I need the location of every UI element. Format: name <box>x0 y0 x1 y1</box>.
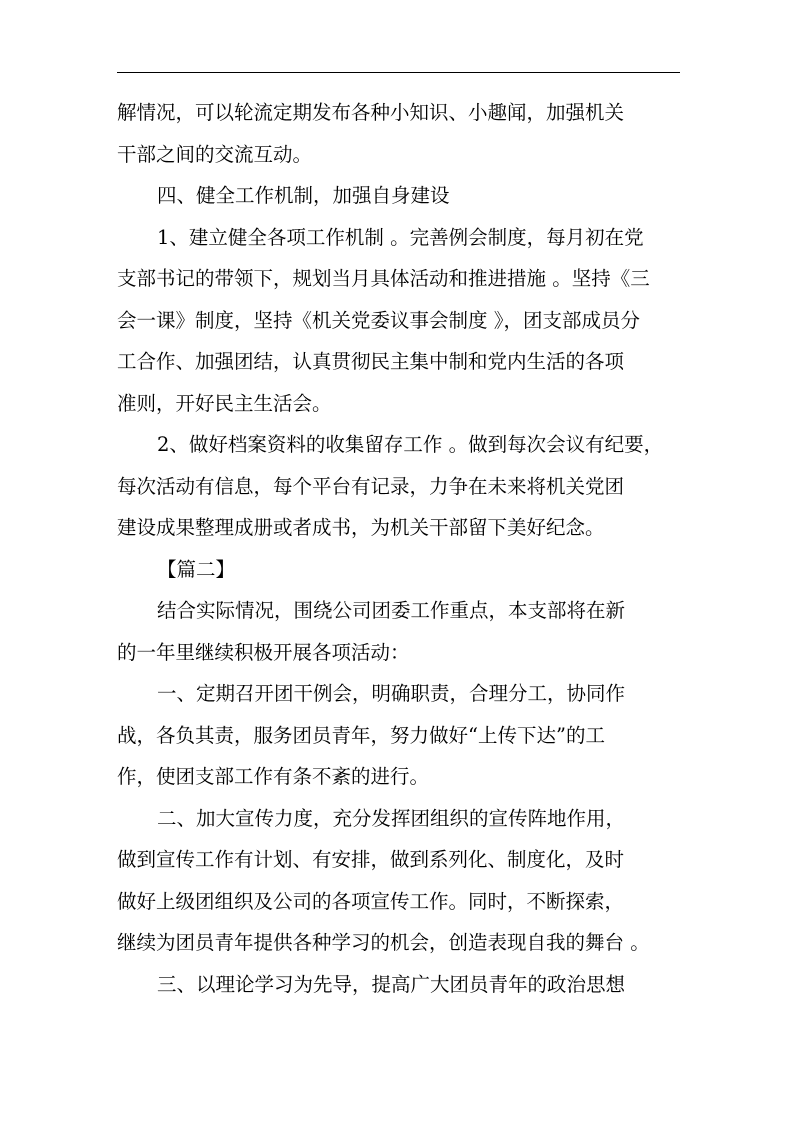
text-line: 一、定期召开团干例会，明确职责，合理分工，协同作 <box>157 682 626 705</box>
text-line: 解情况，可以轮流定期发布各种小知识、小趣闻，加强机关 <box>117 101 625 124</box>
section-heading: 四、健全工作机制，加强自身建设 <box>157 184 450 207</box>
header-rule <box>117 72 680 73</box>
text-line: 作，使团支部工作有条不紊的进行。 <box>117 765 430 788</box>
text-line: 建设成果整理成册或者成书，为机关干部留下美好纪念。 <box>117 516 605 539</box>
text-line: 结合实际情况，围绕公司团委工作重点，本支部将在新 <box>157 599 626 622</box>
text-line: 工合作、加强团结，认真贯彻民主集中制和党内生活的各项 <box>117 350 625 373</box>
text-line: 继续为团员青年提供各种学习的机会，创造表现自我的舞台 。 <box>117 931 650 954</box>
text-line: 每次活动有信息，每个平台有记录，力争在未来将机关党团 <box>117 474 625 498</box>
text-line: 会一课》制度，坚持《机关党委议事会制度 》，团支部成员分 <box>117 308 640 332</box>
text-line: 战，各负其责，服务团员青年，努力做好“上传下达”的工 <box>117 723 605 747</box>
document-body <box>117 92 677 1005</box>
text-line: 的一年里继续积极开展各项活动： <box>117 640 410 664</box>
text-line: 做好上级团组织及公司的各项宣传工作。同时，不断探索， <box>117 889 625 913</box>
text-line: 支部书记的带领下，规划当月具体活动和推进措施 。坚持《三 <box>117 267 650 290</box>
text-line: 干部之间的交流互动。 <box>117 142 313 166</box>
text-line: 2、做好档案资料的收集留存工作 。做到每次会议有纪要， <box>157 433 664 456</box>
text-line: 准则，开好民主生活会。 <box>117 391 332 415</box>
text-line: 二、加大宣传力度，充分发挥团组织的宣传阵地作用， <box>157 806 626 830</box>
text-line: 三、以理论学习为先导，提高广大团员青年的政治思想 <box>157 972 626 996</box>
chapter-heading: 【篇二】 <box>157 557 236 581</box>
text-line: 1、建立健全各项工作机制 。完善例会制度，每月初在党 <box>157 225 644 249</box>
text-line: 做到宣传工作有计划、有安排，做到系列化、制度化，及时 <box>117 848 625 871</box>
